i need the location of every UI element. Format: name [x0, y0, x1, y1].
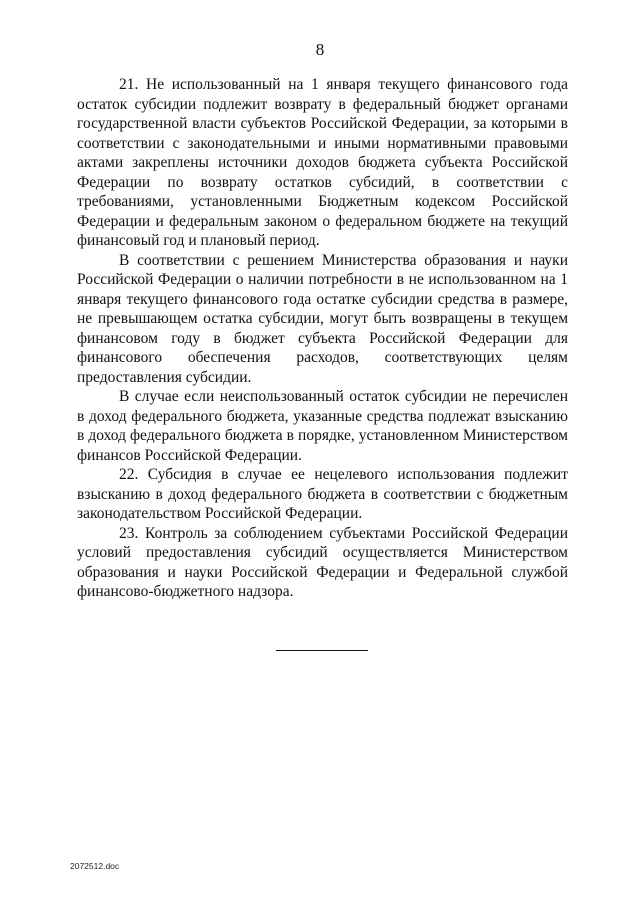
- paragraph-return-decision: В соответствии с решением Министерства образования и науки Российской Федерации о наличии потребности в не использованном на 1 января текущего финансового года остатке субсидии средства в размере, не превышающем остатка субсидии, могут быть возвращены в текущем финансовом году в бюджет субъекта Российской Федерации для финансового обеспечения расходов, соответствующих целям предоставления субсидии.: [77, 251, 568, 386]
- document-body: [77, 75, 568, 602]
- page-number: 8: [315, 40, 325, 59]
- end-of-document-rule: [276, 650, 368, 651]
- paragraph-22: 22. Субсидия в случае ее нецелевого использования подлежит взысканию в доход федерального бюджета в соответствии с бюджетным законодательством Российской Федерации.: [77, 466, 568, 522]
- paragraph-recovery: В случае если неиспользованный остаток субсидии не перечислен в доход федерального бюджета, указанные средства подлежат взысканию в доход федерального бюджета в порядке, установленном Министерством финансов Российской Федерации.: [77, 388, 568, 464]
- paragraph-23: 23. Контроль за соблюдением субъектами Российской Федерации условий предоставления субсидий осуществляется Министерством образования и науки Российской Федерации и Федеральной службой финансово-бюджетного надзора.: [77, 524, 568, 600]
- file-name-footer: 2072512.doc: [70, 861, 120, 871]
- paragraph-21: 21. Не использованный на 1 января текущего финансового года остаток субсидии подлежит возврату в федеральный бюджет органами государственной власти субъектов Российской Федерации, за которыми в соответствии с законодательными и иными нормативными правовыми актами закреплены источники доходов бюджета субъекта Российской Федерации по возврату остатков субсидий, в соответствии с требованиями, установленными Бюджетным кодексом Российской Федерации и федеральным законом о федеральном бюджете на текущий финансовый год и плановый период.: [77, 76, 568, 249]
